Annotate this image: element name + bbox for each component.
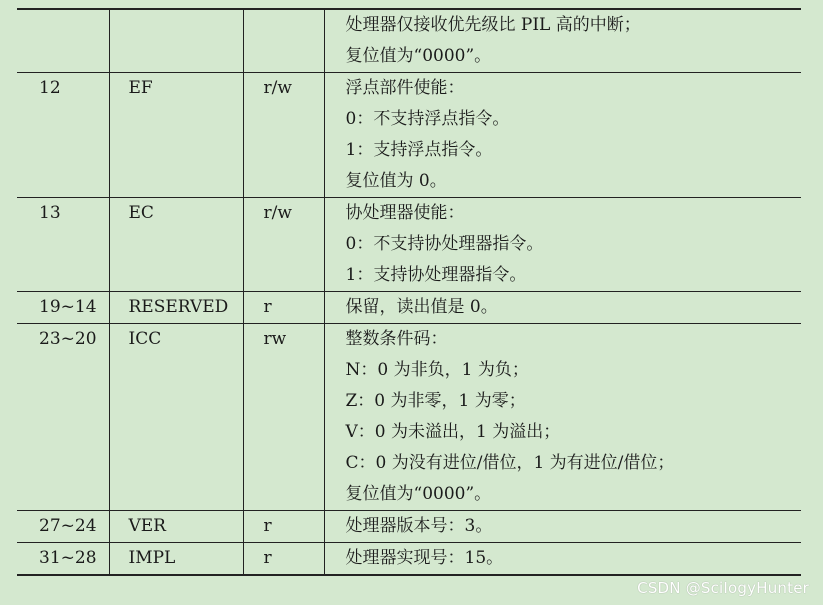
- watermark: CSDN @SciIogyHunter: [637, 579, 809, 597]
- description-cell: [324, 324, 801, 511]
- field-cell: VER: [109, 511, 243, 543]
- description-line: 处理器仅接收优先级比 PIL 高的中断；: [345, 15, 641, 35]
- description-line: Z：0 为非零，1 为零；: [345, 391, 526, 411]
- description-cell: [324, 292, 801, 324]
- table-row: [17, 9, 801, 73]
- description-cell: [324, 543, 801, 576]
- description-line: 协处理器使能：: [345, 203, 465, 223]
- description-line: N：0 为非负，1 为负；: [345, 360, 529, 380]
- description-cell: [324, 198, 801, 292]
- description-line: 复位值为 0。: [345, 171, 447, 191]
- description-line: 整数条件码：: [345, 329, 448, 349]
- type-cell: r: [243, 292, 324, 324]
- bits-cell: 12: [17, 73, 109, 198]
- field-cell: EF: [109, 73, 243, 198]
- description-line: V：0 为未溢出，1 为溢出；: [345, 422, 561, 442]
- type-cell: rw: [243, 324, 324, 511]
- field-cell: RESERVED: [109, 292, 243, 324]
- type-cell: r: [243, 543, 324, 576]
- description-cell: [324, 9, 801, 73]
- bits-cell: 23~20: [17, 324, 109, 511]
- type-cell: [243, 9, 324, 73]
- field-cell: EC: [109, 198, 243, 292]
- field-cell: [109, 9, 243, 73]
- type-cell: r/w: [243, 198, 324, 292]
- table-row: [17, 543, 801, 576]
- description-line: 0：不支持浮点指令。: [345, 109, 510, 129]
- bits-cell: 27~24: [17, 511, 109, 543]
- description-line: 浮点部件使能：: [345, 78, 465, 98]
- table-row: [17, 73, 801, 198]
- table-row: [17, 292, 801, 324]
- description-line: 处理器版本号：3。: [345, 516, 493, 536]
- description-line: 复位值为“0000”。: [345, 46, 492, 66]
- type-cell: r: [243, 511, 324, 543]
- description-line: 保留，读出值是 0。: [345, 297, 498, 317]
- table-row: [17, 198, 801, 292]
- field-cell: ICC: [109, 324, 243, 511]
- bits-cell: 31~28: [17, 543, 109, 576]
- description-line: 处理器实现号：15。: [345, 548, 504, 568]
- description-line: 0：不支持协处理器指令。: [345, 234, 544, 254]
- bits-cell: 19~14: [17, 292, 109, 324]
- table-row: [17, 511, 801, 543]
- field-cell: IMPL: [109, 543, 243, 576]
- description-line: 1：支持协处理器指令。: [345, 265, 527, 285]
- bits-cell: 13: [17, 198, 109, 292]
- bits-cell: [17, 9, 109, 73]
- type-cell: r/w: [243, 73, 324, 198]
- table-row: [17, 324, 801, 511]
- description-line: 复位值为“0000”。: [345, 484, 492, 504]
- description-cell: [324, 73, 801, 198]
- description-line: C：0 为没有进位/借位，1 为有进位/借位；: [345, 453, 675, 473]
- description-cell: [324, 511, 801, 543]
- register-field-table: [17, 8, 801, 576]
- description-line: 1：支持浮点指令。: [345, 140, 493, 160]
